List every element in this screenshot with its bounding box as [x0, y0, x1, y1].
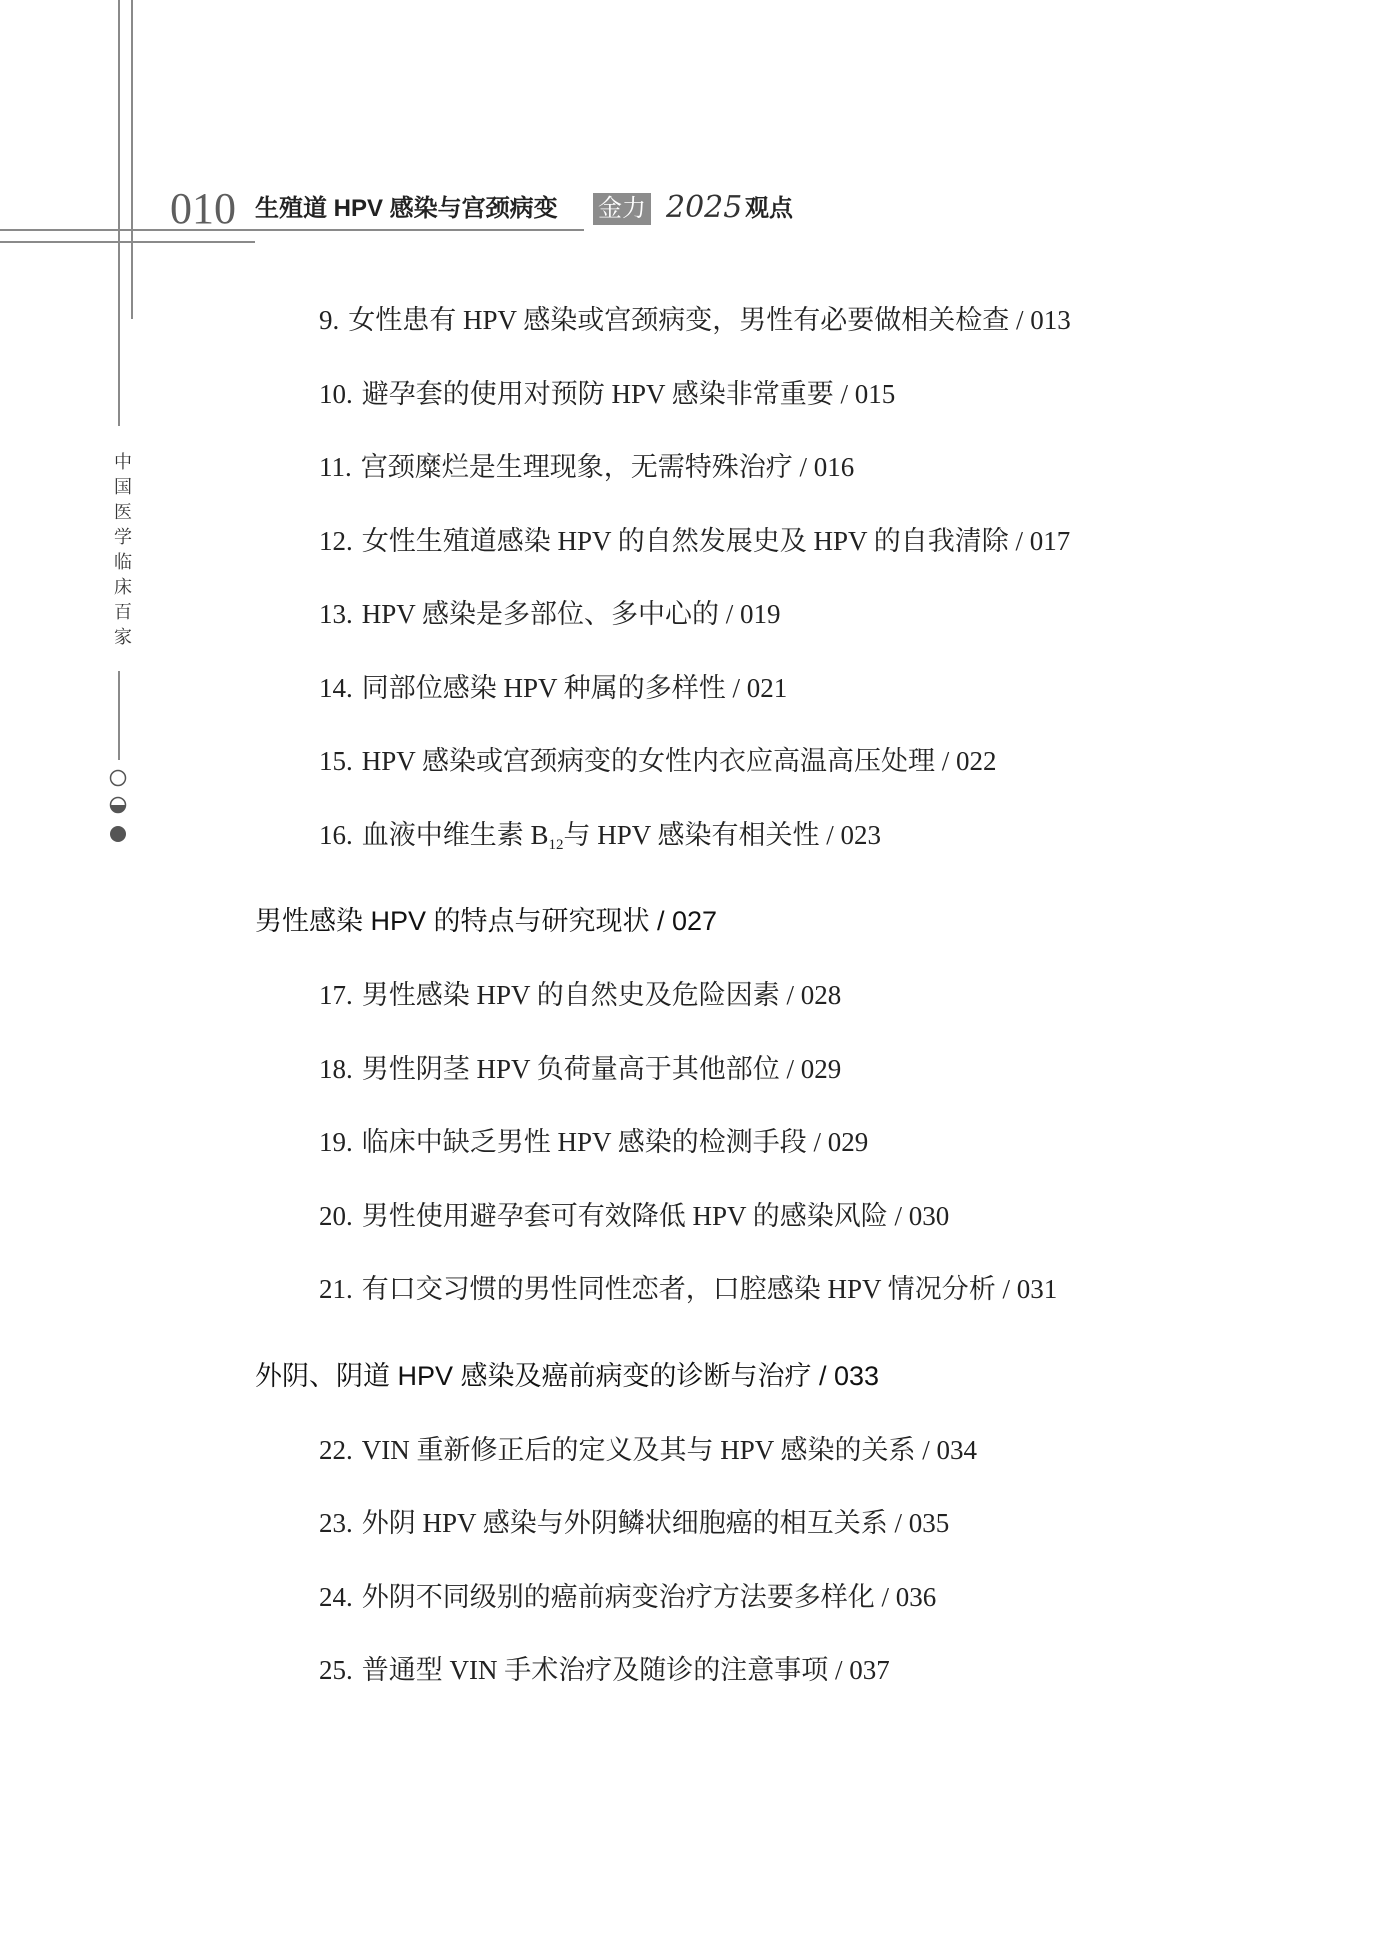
- entry-text-before: 血液中维生素 B: [361, 819, 549, 850]
- entry-number: 25.: [319, 1655, 353, 1685]
- sidebar-rule: [118, 671, 120, 760]
- book-year: 2025: [666, 190, 743, 225]
- entry-number: 14.: [319, 672, 353, 703]
- entry-text: 临床中缺乏男性 HPV 感染的检测手段 / 029: [361, 1127, 869, 1157]
- entry-text: 宫颈糜烂是生理现象，无需特殊治疗 / 016: [360, 452, 855, 482]
- toc-entry-15[interactable]: [255, 725, 1305, 799]
- entry-number: 10.: [319, 378, 353, 409]
- book-title-suffix: 观点: [745, 195, 793, 222]
- entry-number: 24.: [319, 1581, 353, 1612]
- series-name: 中国医学临床百家: [112, 452, 132, 652]
- entry-text-after: 与 HPV 感染有相关性 / 023: [563, 819, 882, 850]
- entry-number: 18.: [319, 1053, 353, 1084]
- toc-entry-21[interactable]: [255, 1253, 1305, 1327]
- entry-number: 11.: [319, 452, 352, 482]
- toc-entry-12[interactable]: [255, 505, 1305, 579]
- header-rule-short: [0, 241, 255, 243]
- page-number: 010: [170, 184, 236, 233]
- entry-number: 19.: [319, 1127, 353, 1157]
- section-heading-male-hpv[interactable]: 男性感染 HPV 的特点与研究现状 / 027: [255, 906, 718, 936]
- toc-entry-16[interactable]: [255, 799, 1305, 873]
- toc-entry-22[interactable]: [255, 1414, 1305, 1488]
- toc-entry-11[interactable]: [255, 431, 1305, 505]
- entry-text: HPV 感染是多部位、多中心的 / 019: [361, 599, 781, 629]
- entry-number: 16.: [319, 819, 353, 850]
- toc-entry-18[interactable]: [255, 1033, 1305, 1107]
- book-title: 生殖道 HPV 感染与宫颈病变: [255, 195, 558, 222]
- entry-text: 有口交习惯的男性同性恋者，口腔感染 HPV 情况分析 / 031: [361, 1274, 1058, 1304]
- toc-entry-20[interactable]: [255, 1180, 1305, 1254]
- entry-number: 20.: [319, 1200, 353, 1231]
- entry-text: 女性生殖道感染 HPV 的自然发展史及 HPV 的自我清除 / 017: [361, 525, 1071, 556]
- entry-number: 23.: [319, 1508, 353, 1538]
- entry-number: 17.: [319, 980, 353, 1010]
- entry-text: HPV 感染或宫颈病变的女性内衣应高温高压处理 / 022: [361, 746, 997, 776]
- toc-entry-25[interactable]: [255, 1634, 1305, 1708]
- toc-entry-9[interactable]: [255, 284, 1305, 358]
- table-of-contents: [255, 284, 1305, 1708]
- section-heading-vulva-vagina[interactable]: 外阴、阴道 HPV 感染及癌前病变的诊断与治疗 / 033: [255, 1360, 880, 1391]
- entry-text: 男性阴茎 HPV 负荷量高于其他部位 / 029: [361, 1053, 842, 1084]
- toc-entry-13[interactable]: [255, 578, 1305, 652]
- entry-number: 13.: [319, 599, 353, 629]
- entry-number: 9.: [319, 305, 340, 335]
- entry-text: VIN 重新修正后的定义及其与 HPV 感染的关系 / 034: [361, 1434, 978, 1465]
- entry-text: 普通型 VIN 手术治疗及随诊的注意事项 / 037: [361, 1655, 890, 1685]
- toc-entry-17[interactable]: [255, 959, 1305, 1033]
- margin-rule-inner: [131, 0, 133, 319]
- entry-number: 12.: [319, 525, 353, 556]
- entry-text: 外阴 HPV 感染与外阴鳞状细胞癌的相互关系 / 035: [361, 1508, 950, 1538]
- section-markers: [108, 768, 128, 848]
- filled-circle-icon: [110, 826, 126, 842]
- entry-text: 男性使用避孕套可有效降低 HPV 的感染风险 / 030: [361, 1200, 950, 1231]
- toc-entry-24[interactable]: [255, 1561, 1305, 1635]
- toc-entry-19[interactable]: [255, 1106, 1305, 1180]
- entry-subscript: 12: [548, 836, 564, 853]
- entry-text: 男性感染 HPV 的自然史及危险因素 / 028: [361, 980, 842, 1010]
- entry-text: 避孕套的使用对预防 HPV 感染非常重要 / 015: [361, 378, 896, 409]
- header-rule-long: [0, 229, 584, 231]
- entry-text: 外阴不同级别的癌前病变治疗方法要多样化 / 036: [361, 1581, 937, 1612]
- entry-number: 22.: [319, 1434, 353, 1465]
- half-circle-icon: [111, 798, 126, 813]
- entry-text: 同部位感染 HPV 种属的多样性 / 021: [361, 672, 788, 703]
- entry-text: 女性患有 HPV 感染或宫颈病变，男性有必要做相关检查 / 013: [348, 305, 1071, 335]
- entry-number: 21.: [319, 1274, 353, 1304]
- margin-rule-outer: [118, 0, 120, 426]
- toc-entry-10[interactable]: [255, 358, 1305, 432]
- toc-entry-14[interactable]: [255, 652, 1305, 726]
- toc-entry-23[interactable]: [255, 1487, 1305, 1561]
- empty-circle-icon: [111, 771, 126, 786]
- entry-number: 15.: [319, 746, 353, 776]
- author-badge: 金力: [593, 193, 651, 225]
